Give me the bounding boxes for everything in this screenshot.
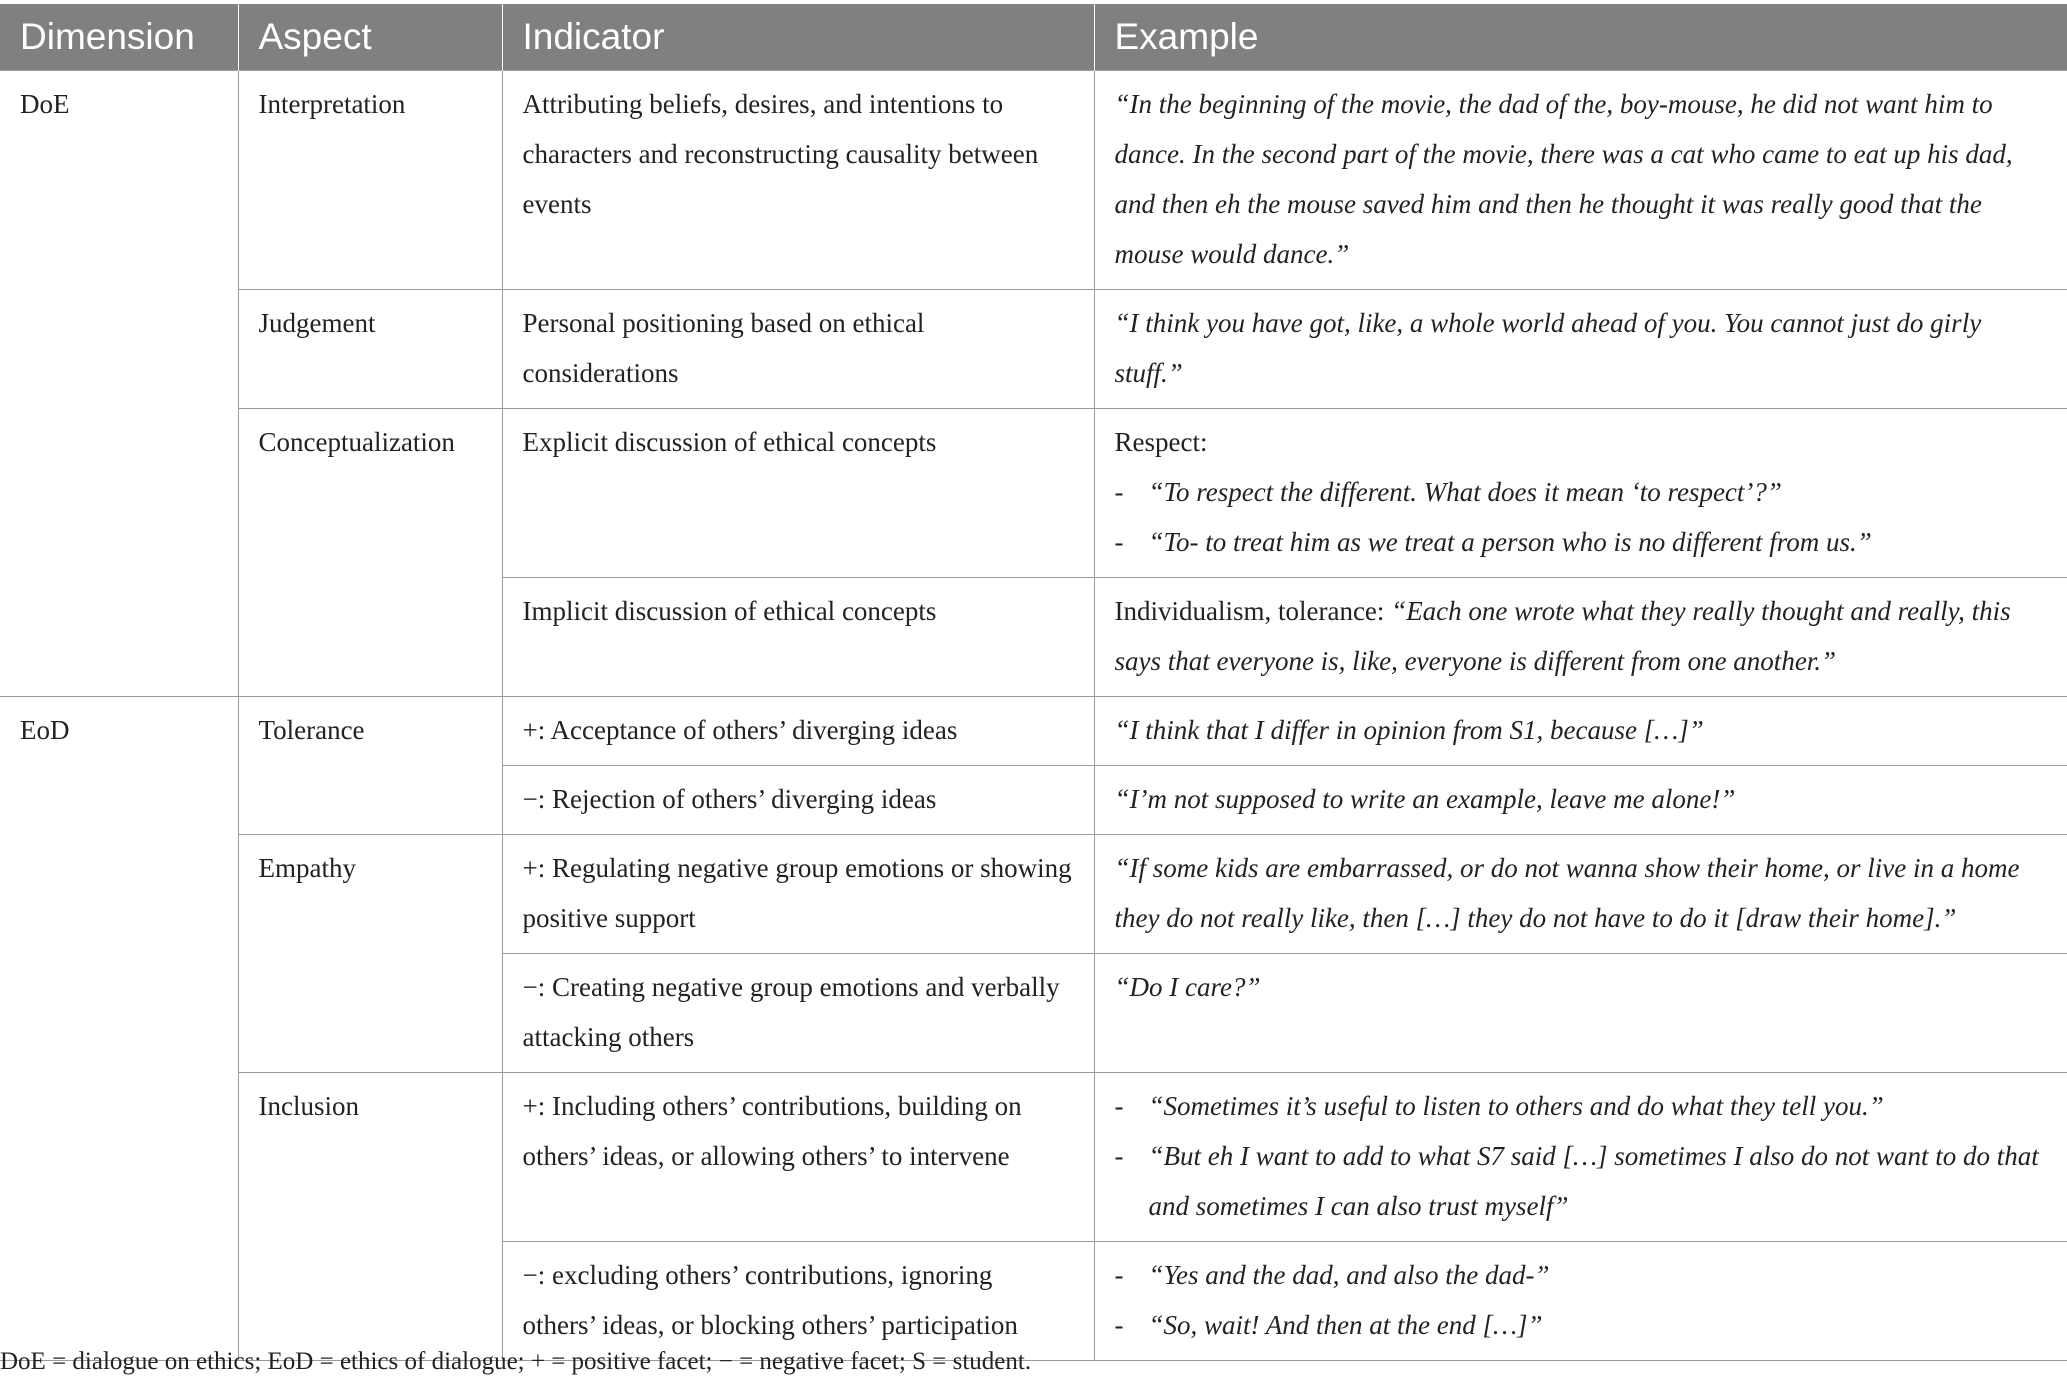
- table-row: [0, 835, 2067, 954]
- example-lead: Respect:: [1114, 427, 1208, 457]
- indicator-cell: −: Rejection of others’ diverging ideas: [502, 766, 1094, 835]
- example-bullet: [1115, 1250, 2048, 1300]
- table-row: [0, 409, 2067, 578]
- example-bullet-text: “Sometimes it’s useful to listen to others and do what they tell you.”: [1148, 1091, 1884, 1121]
- indicator-cell: +: Regulating negative group emotions or showing positive support: [502, 835, 1094, 954]
- dimension-cell-eod: EoD: [0, 697, 238, 1361]
- example-cell: “I think you have got, like, a whole world ahead of you. You cannot just do girly stuff.”: [1094, 290, 2067, 409]
- dimension-cell-doe: DoE: [0, 71, 238, 697]
- aspect-cell-tolerance: Tolerance: [238, 697, 502, 835]
- bullet-dash: -: [1114, 1310, 1124, 1340]
- example-bullet-text: “To- to treat him as we treat a person who is no different from us.”: [1148, 527, 1872, 557]
- bullet-dash: -: [1114, 1091, 1124, 1121]
- coding-scheme-table: [0, 4, 2067, 1361]
- aspect-cell-conceptualization: Conceptualization: [238, 409, 502, 697]
- table-footnote: DoE = dialogue on ethics; EoD = ethics of dialogue; + = positive facet; − = negative facet; S = student.: [0, 1348, 1032, 1375]
- example-cell: “I think that I differ in opinion from S1, because […]”: [1094, 697, 2067, 766]
- aspect-cell-interpretation: Interpretation: [238, 71, 502, 290]
- table-container: [0, 4, 2067, 1361]
- indicator-cell: Explicit discussion of ethical concepts: [502, 409, 1094, 578]
- indicator-cell: +: Acceptance of others’ diverging ideas: [502, 697, 1094, 766]
- table-body: [0, 71, 2067, 1361]
- bullet-dash: -: [1114, 527, 1124, 557]
- indicator-cell: −: Creating negative group emotions and verbally attacking others: [502, 954, 1094, 1073]
- indicator-cell: −: excluding others’ contributions, ignoring others’ ideas, or blocking others’ participation: [502, 1242, 1094, 1361]
- indicator-cell: Personal positioning based on ethical considerations: [502, 290, 1094, 409]
- example-bullet: [1115, 1081, 2048, 1131]
- example-text: “Each one wrote what they really thought and really, this says that everyone is, like, everyone is different from one another.”: [1114, 596, 2011, 676]
- indicator-cell: +: Including others’ contributions, building on others’ ideas, or allowing others’ to intervene: [502, 1073, 1094, 1242]
- table-header: [0, 4, 2067, 71]
- aspect-cell-judgement: Judgement: [238, 290, 502, 409]
- example-lead: Individualism, tolerance:: [1114, 596, 1392, 626]
- table-row: [0, 71, 2067, 290]
- indicator-cell: Implicit discussion of ethical concepts: [502, 578, 1094, 697]
- indicator-cell: Attributing beliefs, desires, and intentions to characters and reconstructing causality between events: [502, 71, 1094, 290]
- example-bullet: [1115, 517, 2048, 567]
- example-cell: “I’m not supposed to write an example, leave me alone!”: [1094, 766, 2067, 835]
- example-cell: [1094, 1073, 2067, 1242]
- example-cell: “If some kids are embarrassed, or do not wanna show their home, or live in a home they do not really like, then […] they do not have to do it [draw their home].”: [1094, 835, 2067, 954]
- example-cell: “In the beginning of the movie, the dad of the, boy-mouse, he did not want him to dance. In the second part of the movie, there was a cat who came to eat up his dad, and then eh the mouse saved him and then he thought it was really good that the mouse would dance.”: [1094, 71, 2067, 290]
- header-aspect: Aspect: [238, 4, 502, 71]
- header-indicator: Indicator: [502, 4, 1094, 71]
- example-bullet-text: “Yes and the dad, and also the dad-”: [1148, 1260, 1550, 1290]
- aspect-cell-inclusion: Inclusion: [238, 1073, 502, 1361]
- example-cell: [1094, 1242, 2067, 1361]
- header-row: [0, 4, 2067, 71]
- example-cell: [1094, 409, 2067, 578]
- example-bullet: [1115, 467, 2048, 517]
- header-dimension: Dimension: [0, 4, 238, 71]
- example-bullet: [1115, 1131, 2048, 1231]
- table-row: [0, 1073, 2067, 1242]
- header-example: Example: [1094, 4, 2067, 71]
- example-bullet-text: “So, wait! And then at the end […]”: [1148, 1310, 1543, 1340]
- aspect-cell-empathy: Empathy: [238, 835, 502, 1073]
- example-bullet: [1115, 1300, 2048, 1350]
- table-row: [0, 290, 2067, 409]
- bullet-dash: -: [1114, 1141, 1124, 1171]
- example-bullet-text: “To respect the different. What does it mean ‘to respect’?”: [1148, 477, 1782, 507]
- example-cell: “Do I care?”: [1094, 954, 2067, 1073]
- example-bullet-text: “But eh I want to add to what S7 said […] sometimes I also do not want to do that and sometimes I can also trust myself”: [1148, 1141, 2039, 1221]
- bullet-dash: -: [1114, 1260, 1124, 1290]
- example-cell: [1094, 578, 2067, 697]
- table-row: [0, 697, 2067, 766]
- bullet-dash: -: [1114, 477, 1124, 507]
